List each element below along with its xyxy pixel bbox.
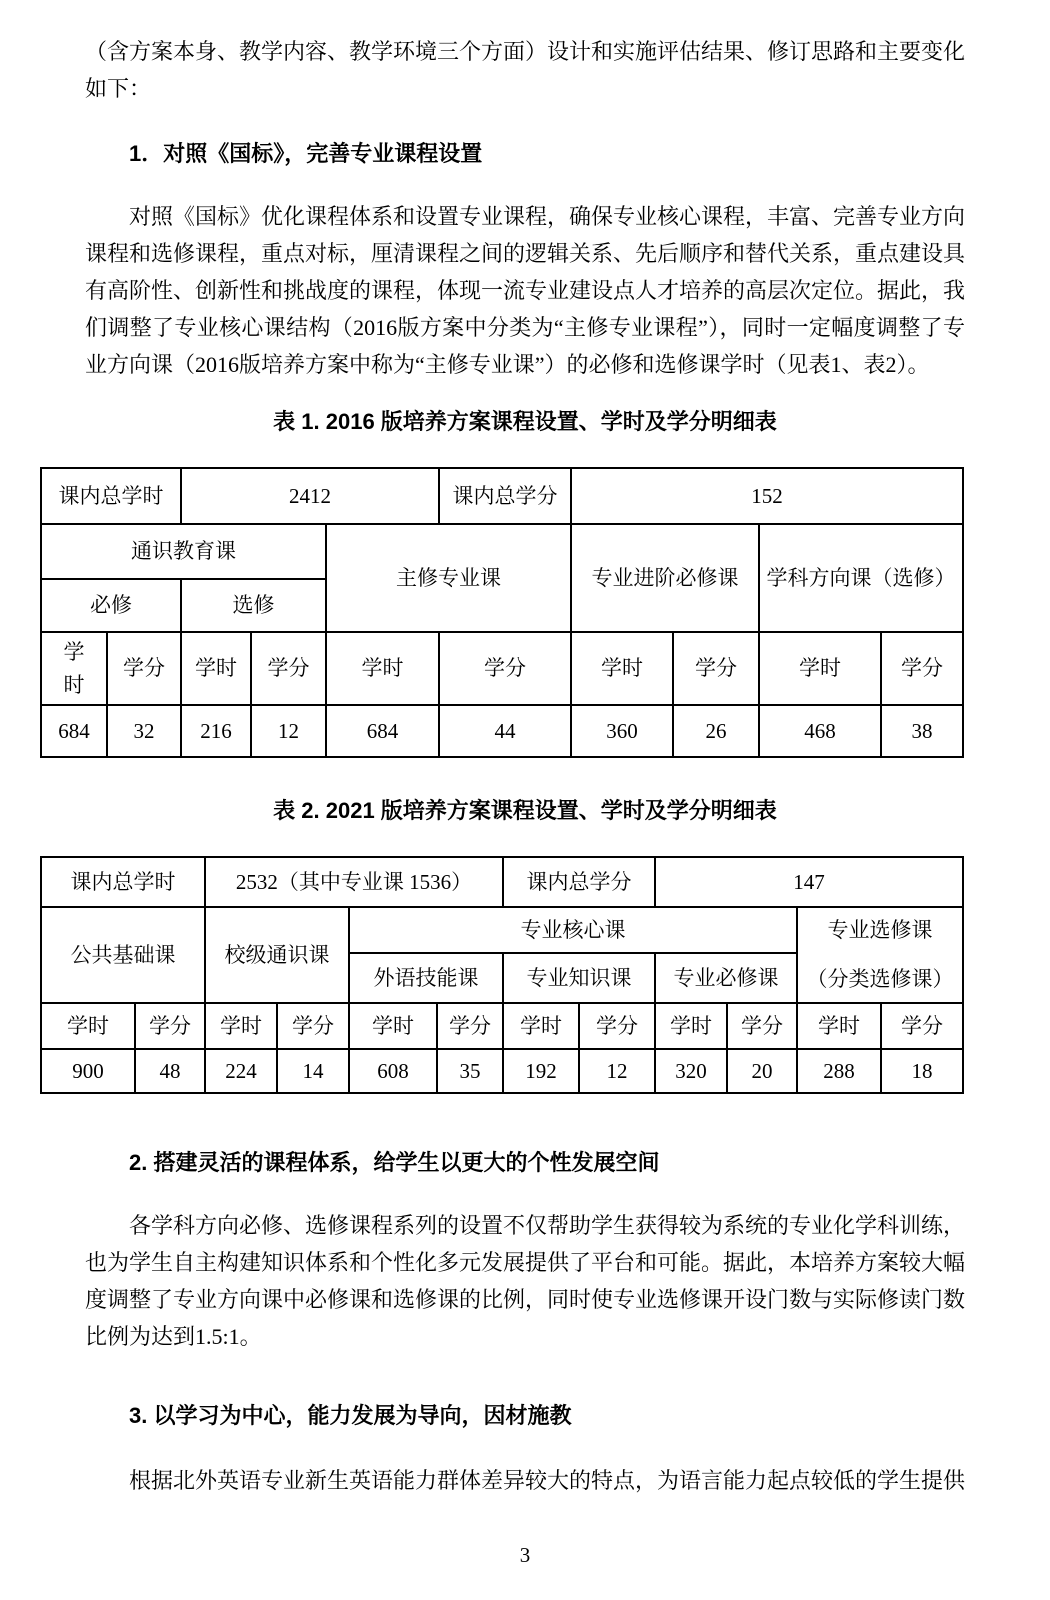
t1-group-discipline-elective: 学科方向课（选修） — [759, 524, 963, 632]
t2-total-credits-value: 147 — [655, 857, 963, 907]
t2-col-header-hours: 学时 — [205, 1003, 277, 1049]
t2-col-header-hours: 学时 — [797, 1003, 881, 1049]
t2-col-header-credits: 学分 — [135, 1003, 205, 1049]
t2-col-header-hours: 学时 — [655, 1003, 727, 1049]
table-row — [41, 1003, 963, 1049]
t2-sub-language-skills: 外语技能课 — [349, 953, 503, 1003]
t1-total-hours-label: 课内总学时 — [41, 468, 181, 524]
t2-value-cell: 18 — [881, 1049, 963, 1093]
t2-group-major-elective — [797, 907, 963, 1003]
t2-total-hours-value: 2532（其中专业课 1536） — [205, 857, 503, 907]
table-row — [41, 907, 963, 953]
t2-group-university-general: 校级通识课 — [205, 907, 349, 1003]
t1-col-header-hours — [41, 632, 107, 705]
t2-col-header-hours: 学时 — [503, 1003, 579, 1049]
section-heading-1: 1．对照《国标》，完善专业课程设置 — [129, 141, 483, 166]
t2-value-cell: 48 — [135, 1049, 205, 1093]
table-1-container — [40, 467, 962, 758]
t2-group-public-basic: 公共基础课 — [41, 907, 205, 1003]
section-1-paragraph: 对照《国标》优化课程体系和设置专业课程，确保专业核心课程，丰富、完善专业方向课程和选修课程，重点对标，厘清课程之间的逻辑关系、先后顺序和替代关系，重点建设具有高阶性、创新性和挑战度的课程，体现一流专业建设点人才培养的高层次定位。据此，我们调整了专业核心课结构（2016版方案中分类为“主修专业课程”），同时一定幅度调整了专业方向课（2016版培养方案中称为“主修专业课”）的必修和选修课学时（见表1、表2）。 — [85, 204, 966, 377]
t1-value-cell: 684 — [326, 705, 439, 757]
t2-value-cell: 608 — [349, 1049, 437, 1093]
t2-col-header-hours: 学时 — [349, 1003, 437, 1049]
t2-sub-major-required: 专业必修课 — [655, 953, 797, 1003]
t1-total-hours-value: 2412 — [181, 468, 439, 524]
table-2-container — [40, 856, 962, 1094]
t2-total-hours-label: 课内总学时 — [41, 857, 205, 907]
t2-group-major-core: 专业核心课 — [349, 907, 797, 953]
t1-col-header-hours: 学时 — [326, 632, 439, 705]
t1-value-cell: 44 — [439, 705, 571, 757]
t2-value-cell: 192 — [503, 1049, 579, 1093]
t2-value-cell: 14 — [277, 1049, 349, 1093]
t2-col-header-credits: 学分 — [277, 1003, 349, 1049]
t2-value-cell: 35 — [437, 1049, 503, 1093]
t2-sub-major-knowledge: 专业知识课 — [503, 953, 655, 1003]
t2-major-elective-line1: 专业选修课 — [827, 918, 933, 942]
t2-value-cell: 900 — [41, 1049, 135, 1093]
table-row — [41, 857, 963, 907]
t1-total-credits-label: 课内总学分 — [439, 468, 571, 524]
table-row — [41, 705, 963, 757]
t1-col-header-hours: 学时 — [571, 632, 673, 705]
t2-col-header-credits: 学分 — [579, 1003, 655, 1049]
t1-group-major-courses: 主修专业课 — [326, 524, 571, 632]
section-3-paragraph: 根据北外英语专业新生英语能力群体差异较大的特点，为语言能力起点较低的学生提供 — [129, 1468, 966, 1493]
table-2016-plan — [40, 467, 964, 758]
table-2021-plan — [40, 856, 964, 1094]
t1-group-general-education: 通识教育课 — [41, 524, 326, 579]
t1-value-cell: 12 — [251, 705, 326, 757]
t2-col-header-credits: 学分 — [881, 1003, 963, 1049]
t1-value-cell: 38 — [881, 705, 963, 757]
t1-col-header-credits: 学分 — [251, 632, 326, 705]
t1-sub-elective: 选修 — [181, 579, 326, 632]
t2-col-header-credits: 学分 — [727, 1003, 797, 1049]
t2-value-cell: 12 — [579, 1049, 655, 1093]
t1-total-credits-value: 152 — [571, 468, 963, 524]
t1-value-cell: 26 — [673, 705, 759, 757]
t1-col-header-hours: 学时 — [181, 632, 251, 705]
page-number: 3 — [519, 1543, 531, 1567]
section-heading-2: 2. 搭建灵活的课程体系，给学生以更大的个性发展空间 — [129, 1150, 660, 1175]
section-2-paragraph: 各学科方向必修、选修课程系列的设置不仅帮助学生获得较为系统的专业化学科训练，也为学生自主构建知识体系和个性化多元发展提供了平台和可能。据此，本培养方案较大幅度调整了专业方向课中必修课和选修课的比例，同时使专业选修课开设门数与实际修读门数比例为达到1.5:1。 — [85, 1213, 966, 1349]
t1-col-header-credits: 学分 — [439, 632, 571, 705]
t1-sub-required: 必修 — [41, 579, 181, 632]
t1-group-advanced-required: 专业进阶必修课 — [571, 524, 759, 632]
t1-value-cell: 360 — [571, 705, 673, 757]
t2-value-cell: 224 — [205, 1049, 277, 1093]
t2-total-credits-label: 课内总学分 — [503, 857, 655, 907]
t1-col-header-hours: 学时 — [759, 632, 881, 705]
t1-value-cell: 32 — [107, 705, 181, 757]
table-row — [41, 468, 963, 524]
t1-col-header-credits: 学分 — [673, 632, 759, 705]
t2-value-cell: 20 — [727, 1049, 797, 1093]
t1-value-cell: 468 — [759, 705, 881, 757]
table-row — [41, 524, 963, 579]
table-1-title: 表 1. 2016 版培养方案课程设置、学时及学分明细表 — [273, 409, 777, 434]
table-row — [41, 1049, 963, 1093]
t1-col-header-hours-text: 学时 — [63, 639, 85, 697]
intro-paragraph: （含方案本身、教学内容、教学环境三个方面）设计和实施评估结果、修订思路和主要变化如下： — [85, 39, 966, 101]
t2-col-header-hours: 学时 — [41, 1003, 135, 1049]
t2-value-cell: 320 — [655, 1049, 727, 1093]
table-2-title: 表 2. 2021 版培养方案课程设置、学时及学分明细表 — [273, 798, 777, 823]
t1-value-cell: 216 — [181, 705, 251, 757]
t2-col-header-credits: 学分 — [437, 1003, 503, 1049]
section-heading-3: 3. 以学习为中心，能力发展为导向，因材施教 — [129, 1403, 572, 1428]
t1-col-header-credits: 学分 — [881, 632, 963, 705]
table-row — [41, 632, 963, 705]
t1-col-header-credits: 学分 — [107, 632, 181, 705]
t1-value-cell: 684 — [41, 705, 107, 757]
t2-major-elective-line2: （分类选修课） — [806, 967, 954, 991]
t2-value-cell: 288 — [797, 1049, 881, 1093]
